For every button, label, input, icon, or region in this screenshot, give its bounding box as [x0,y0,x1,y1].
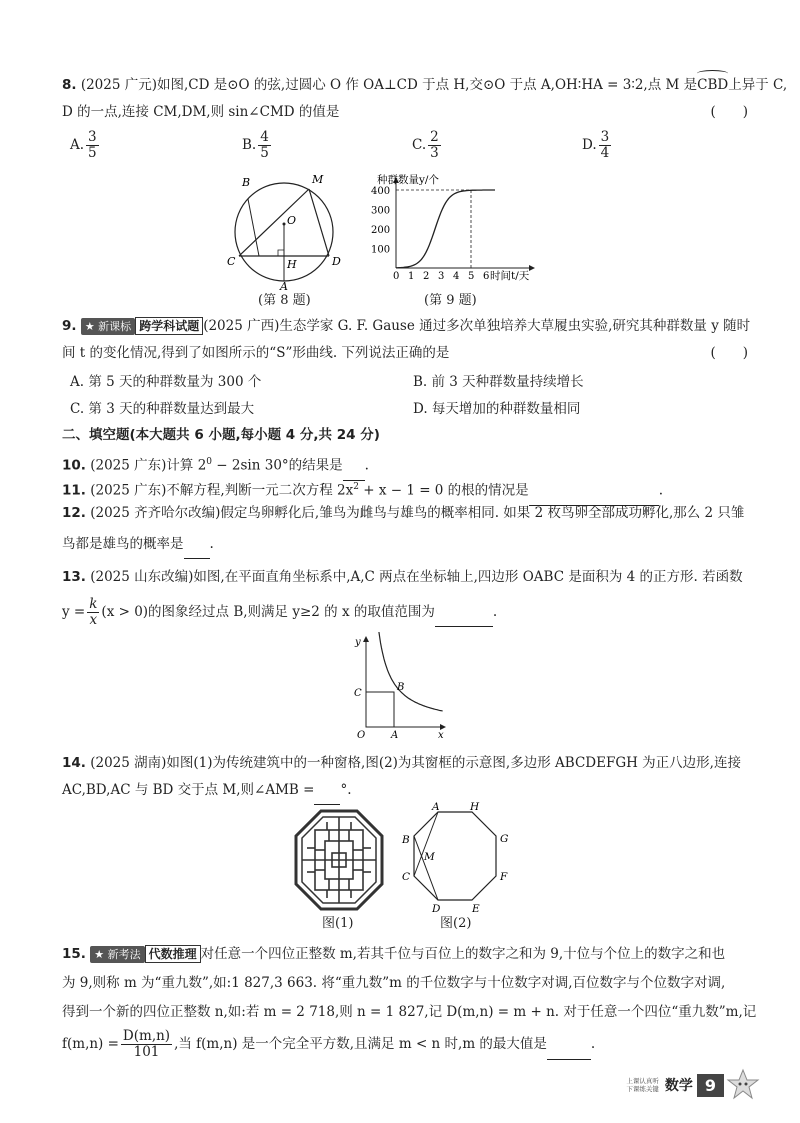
option-d[interactable]: D. $\frac{3}{4}$ [582,129,610,161]
point-label-e: E [472,903,480,915]
figure-14-caption-1: 图(1) [322,916,354,931]
point-label-a: A [391,730,399,741]
figure-8-circle [220,168,350,293]
point-label-a: A [280,280,288,293]
x-tick-label: 6 [483,271,490,282]
question-number: 8. [62,77,77,93]
point-label-c: C [354,688,362,699]
point-label-f: F [500,871,508,883]
question-number: 13. [62,569,86,585]
question-13: 13. (2025 山东改编)如图,在平面直角坐标系中,A,C 两点在坐标轴上,四边形 OABC 是面积为 4 的正方形. 若函数 y = $\frac{k}{x}$ (x > 0)的图象经过点 B,则满足 y≥2 的 x 的取值范围为 . [62,569,743,628]
axis-label-y: y [355,637,361,648]
question-number: 9. [62,318,77,334]
question-number: 12. [62,505,86,521]
point-label-h: H [287,258,297,271]
figure-9-caption: (第 9 题) [424,293,477,308]
question-11: 11. (2025 广东)不解方程,判断一元二次方程 $2x^2 + x - 1 = 0$ 的根的情况是 . [62,474,748,506]
answer-blank[interactable] [184,531,210,559]
point-label-g: G [500,833,509,845]
question-stem: (2025 广西)生态学家 G. F. Gause 通过多次单独培养大草履虫实验,研究其种群数量 y 随时 [203,318,751,334]
section-heading: 二、填空题(本大题共 6 小题,每小题 4 分,共 24 分) [62,427,380,443]
page-footer [626,1068,760,1102]
tag-new-standard: ★ 新课标 [81,318,135,335]
tag-algebra-reasoning: 代数推理 [145,945,201,963]
point-label-o: O [357,730,366,741]
question-stem-line2: D 的一点,连接 CM,DM,则 sin∠CMD 的值是 [62,104,340,120]
point-label-c: C [227,255,236,268]
point-label-m: M [424,851,435,863]
option-b[interactable]: B. $\frac{4}{5}$ [242,129,269,161]
axis-label-x: x [438,730,444,741]
option-b[interactable]: B. 前 3 天种群数量持续增长 [413,374,584,390]
page-number: 9 [697,1074,724,1097]
answer-paren: ( ) [710,104,748,120]
arc-label: CBD [697,72,728,99]
y-tick-label: 300 [371,205,391,217]
x-tick-label: 5 [468,271,475,282]
x-tick-label: 4 [453,271,460,282]
x-tick-label: 1 [408,271,415,282]
tag-new-method: ★ 新考法 [90,946,144,963]
point-label-o: O [287,214,297,227]
question-15: 15. ★ 新考法 代数推理 对任意一个四位正整数 m,若其千位与百位上的数字之和为 9,十位与个位上的数字之和也 为 9,则称 m 为“重九数”,如:1 827,3 663. 将“重九数”m 的千位数字与十位数字对调,百位数字与个位数字对调, 得到一个新的四位正整数 n,如:若 m = 2 718,则 n = 1 827,记 D(m,n) = m + n. 对于任意一个四位“重九数”m,记 f(m,n) = $\frac{D(m,n)}{101}$ ,当 f(m,n) 是一个完全平方数,且满足 m < n 时,m 的最大值是 . [62,946,757,1060]
y-tick-label: 400 [371,186,391,197]
figure-8-caption: (第 8 题) [258,293,311,308]
point-label-a: A [432,801,440,813]
question-stem-cont: 上异于 C, [728,77,788,93]
figure-13-graph [345,632,450,742]
answer-blank[interactable] [547,1030,591,1060]
question-12: 12. (2025 齐齐哈尔改编)假定鸟卵孵化后,雏鸟为雌鸟与雄鸟的概率相同. 如果 2 枚鸟卵全部成功孵化,那么 2 只雏 鸟都是雄鸟的概率是 . [62,500,748,559]
point-label-b: B [397,682,405,693]
answer-blank[interactable] [314,777,340,805]
point-label-c: C [402,871,411,883]
point-label-d: D [332,255,341,268]
x-tick-label: 2 [423,271,430,282]
option-a[interactable]: A. $\frac{3}{5}$ [70,129,97,161]
answer-paren: ( ) [710,345,748,361]
option-c[interactable]: C. $\frac{2}{3}$ [412,129,439,161]
option-d[interactable]: D. 每天增加的种群数量相同 [413,401,581,417]
figure-14-caption-2: 图(2) [440,916,472,931]
figure-14-window-lattice [293,808,385,912]
star-mascot-icon [726,1068,760,1102]
arc-mark [697,70,728,77]
figure-14-octagon [396,800,520,918]
footer-slogan: 上课认真听 下课练关键 [626,1077,659,1093]
option-a[interactable]: A. 第 5 天的种群数量为 300 个 [70,374,262,390]
x-axis-label: 时间t/天 [490,270,530,282]
question-8 [62,72,788,126]
point-label-d: D [432,903,441,915]
question-10: 10. (2025 广东)计算 $2^0 - 2\sin$ 30°的结果是 . [62,449,748,481]
question-number: 11. [62,482,86,499]
question-number: 14. [62,755,86,771]
figure-9-chart [366,170,546,288]
y-tick-label: 100 [371,244,391,256]
y-tick-label: 200 [371,225,391,236]
answer-blank[interactable] [435,599,493,627]
point-label-b: B [402,834,410,846]
point-label-m: M [312,173,324,186]
question-9 [62,313,751,367]
option-c[interactable]: C. 第 3 天的种群数量达到最大 [70,401,255,417]
tag-cross-subject: 跨学科试题 [135,317,203,335]
question-stem: (2025 广元)如图,CD 是⊙O 的弦,过圆心 O 作 OA⊥CD 于点 H,交⊙O 于点 A,OH∶HA = 3∶2,点 M 是 [80,77,698,93]
question-number: 15. [62,946,86,962]
y-axis-label: 种群数量y/个 [377,174,439,186]
x-tick-label: 0 [393,271,400,282]
question-stem-line2: 间 t 的变化情况,得到了如图所示的“S”形曲线. 下列说法正确的是 [62,345,450,361]
subject-label: 数学 [664,1078,693,1094]
point-label-b: B [242,176,251,189]
point-label-h: H [470,801,480,813]
question-14: 14. (2025 湖南)如图(1)为传统建筑中的一种窗格,图(2)为其窗框的示意图,多边形 ABCDEFGH 为正八边形,连接 AC,BD,AC 与 BD 交于点 M,则∠AMB = °. [62,750,748,805]
question-number: 10. [62,457,86,474]
x-tick-label: 3 [438,271,445,282]
